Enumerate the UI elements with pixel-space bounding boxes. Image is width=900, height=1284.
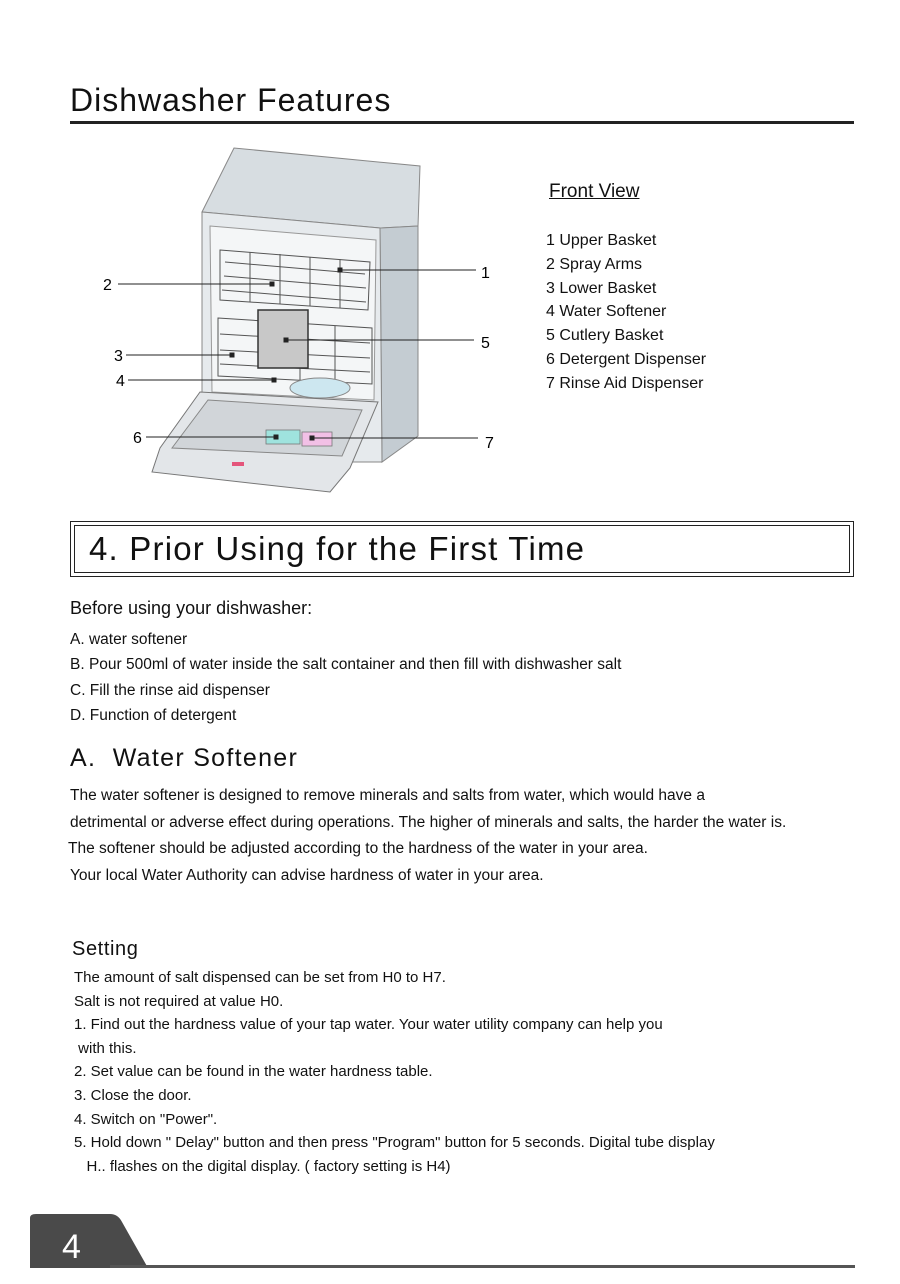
paragraph-line: The water softener is designed to remove minerals and salts from water, which would have a (70, 787, 705, 804)
prep-step: A. water softener (70, 631, 188, 648)
setting-instructions (74, 966, 715, 1178)
prep-step: D. Function of detergent (70, 706, 237, 724)
feature-item: 2 Spray Arms (546, 255, 643, 273)
feature-item: 4 Water Softener (546, 303, 667, 321)
callout-1: 1 (481, 265, 490, 282)
feature-item: 3 Lower Basket (546, 279, 657, 297)
setting-line: 4. Switch on "Power". (74, 1110, 218, 1128)
dishwasher-diagram (90, 140, 510, 500)
paragraph-line: The softener should be adjusted according to the hardness of the water in your area. (68, 840, 648, 857)
cabinet-side (380, 226, 418, 462)
callout-2: 2 (103, 277, 112, 294)
door-handle-accent (232, 462, 244, 466)
feature-item: 1 Upper Basket (546, 232, 657, 249)
footer-rule (110, 1265, 855, 1268)
feature-list (546, 229, 706, 396)
setting-line: 2. Set value can be found in the water hardness table. (74, 1063, 433, 1081)
setting-line: Salt is not required at value H0. (74, 992, 284, 1010)
water-softener-heading: A. Water Softener (70, 744, 299, 772)
page-number-tab (0, 1212, 160, 1284)
prep-step: C. Fill the rinse aid dispenser (70, 681, 270, 699)
prep-steps-list (70, 627, 621, 728)
water-softener-area (290, 378, 350, 398)
water-softener-paragraph (70, 783, 786, 889)
setting-heading: Setting (72, 938, 139, 960)
setting-line: 5. Hold down " Delay" button and then press "Program" button for 5 seconds. Digital tube display (74, 1134, 715, 1152)
cutlery-basket (258, 310, 308, 368)
callout-4: 4 (116, 373, 125, 390)
setting-line: with this. (74, 1039, 137, 1057)
section-title-box (70, 521, 854, 577)
feature-item: 6 Detergent Dispenser (546, 350, 707, 368)
callout-7: 7 (485, 435, 494, 452)
paragraph-line: detrimental or adverse effect during operations. The higher of minerals and salts, the harder the water is. (70, 813, 787, 831)
setting-line: H.. flashes on the digital display. ( factory setting is H4) (74, 1157, 451, 1175)
setting-line: 3. Close the door. (74, 1086, 192, 1104)
feature-item: 5 Cutlery Basket (546, 327, 664, 345)
callout-3: 3 (114, 348, 123, 365)
title-underline (70, 121, 854, 124)
paragraph-line: Your local Water Authority can advise hardness of water in your area. (70, 866, 544, 884)
callout-5: 5 (481, 335, 490, 352)
front-view-title: Front View (549, 181, 640, 202)
page-number: 4 (62, 1228, 81, 1266)
prep-step: B. Pour 500ml of water inside the salt container and then fill with dishwasher salt (70, 656, 622, 674)
setting-line: The amount of salt dispensed can be set from H0 to H7. (74, 969, 446, 986)
section-title: 4. Prior Using for the First Time (89, 530, 586, 567)
rinse-aid-dispenser (302, 432, 332, 446)
feature-item: 7 Rinse Aid Dispenser (546, 374, 704, 392)
page-title: Dishwasher Features (70, 82, 392, 118)
callout-6: 6 (133, 430, 142, 447)
section-title-inner-border (74, 525, 850, 573)
intro-text: Before using your dishwasher: (70, 598, 313, 618)
setting-line: 1. Find out the hardness value of your tap water. Your water utility company can help you (74, 1016, 663, 1034)
